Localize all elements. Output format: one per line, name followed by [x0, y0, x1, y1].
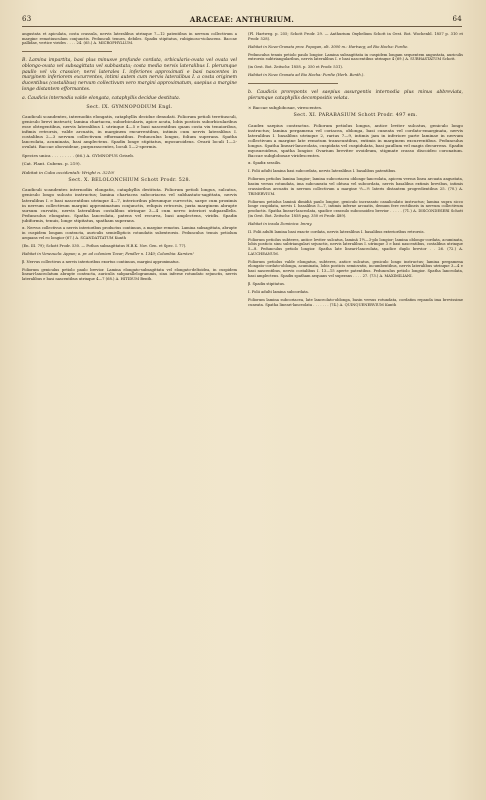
section-heading: Sect. XI. PARABASIUM Schott Prodr. 497 em.: [293, 113, 418, 119]
running-title: ARACEAE: ANTHURIUM.: [189, 15, 295, 24]
paragraph: I. Folii adulti lamina basi subcordata, nervis lateralibus I. basalibus patentibus.: [248, 169, 397, 174]
paragraph: β. Nervus collectivus a nervis interioribus exortus continuus, margini approximatus.: [22, 259, 180, 264]
paragraph: α. Spadix sessilis.: [248, 161, 282, 166]
paragraph: β. Spadix stipitatus.: [248, 281, 286, 286]
paragraph: b. Caudicis proreponts vel saepius assurgentis internodia plus minus abbreviata, plerumque cataphyllis decompositis velata.: [248, 90, 463, 101]
paragraph: Habitat in insula Dominica: Imray.: [248, 221, 313, 226]
paragraph: Habitat in Venezuela: Appun; a. pr. ad coloniam Tovar; Fendler n. 1340; Columbia: Karsten!: [22, 251, 194, 256]
paragraph: (Pl. Hartweg. p. 255; Schott Prodr. 29. — Anthurium Oxybelium Schott in Oest. Bot. Wochenbl. 1857 p. 310 et Prodr. 528).: [248, 32, 463, 41]
section-heading: Sect. X. BELOLONCHIUM Schott Prodr. 528.: [68, 178, 191, 184]
paragraph: Foliorum lamina subcoriacea, late lanceolato-oblonga, basin versus rotundata, cordatim repanda ima brevissime cuneata. Spatha lineari-lanceolata . . . . . . . (74.) A. QUINQUENERVIUM Kunth: [248, 297, 463, 307]
paragraph: Caudex saepius contractus. Foliorum petiolus longus, antice leviter sulcatus, geniculo longo instructus; lamina pergamena vel coriacea, oblonga, basi cuneata vel cordato-emarginata, nervis lateralibus I. basalibus utrinque 2, rarius 7—9, intimis jam in inferiore parte laminae in nervum collectivum a margine late remotum transeuntibus, extimis in marginem excurrentibus. Pedunculus longus. Spatha lineari-lanceolata, cuspidata vel cuspidulata, basi paullum vel magis decurrens. Spadix myosuroideus, spatha longior. Ovarium breviter ovoideum, stigmate crasso discoideo coronatum. Baccae subglobosae viridescentes.: [248, 122, 463, 159]
paragraph: (in Oest. Bot. Zeitschr. 1858. p. 350 et Prodr. 531).: [248, 65, 343, 70]
section-divider: [22, 51, 112, 52]
paragraph: Habitat in Nova Granata ad Rio Hacha: Purdie (Herb. Benth.).: [248, 73, 365, 78]
paragraph: Habitat in Nova-Granata prov. Popayan, alt. 3000 m.: Hartweg; ad Rio Hacha: Purdie.: [248, 44, 409, 49]
right-column: [248, 32, 463, 787]
paragraph: Foliorum petiolus valde elongatus, subteres, antice sulcatus, geniculo longo instructus; lamina pergamena elongato-cordato-oblonga, acuminata, lobis posticis semiovatis, incumbentibus, nervis lateralibus utrinque 3—4 e basi nascentibus, nervis costalibus I. 13—15 aperte patentibus. Pedunculus petiolo longior. Spatha lanceolata, basi amplectens. Spadix spatham aequans vel superans . . . . 27. (73.) A. MAXIMILIANI.: [248, 259, 463, 278]
paragraph: Foliorum petiolus laminā dimidiā paulo longior, geniculo incrassato canaliculato instructus; lamina supra sicco longe cuspidata, nervis I. basalibus 5—7, intimis inferne arcuatis, demum fere rectilineis in nervum collectivum productis. Spatha lineari-lanceolata, spadice crassulo subconoideo brevior . . . . . (71.) A. DISCONDESERI Schott (in Oest. Bot. Zeitschr. 1858 pag. 350 et Prodr. 489).: [248, 199, 463, 218]
page-number-left: 63: [22, 15, 32, 23]
paragraph: Foliorum geniculus petiolo paulo brevior. Lamina elongato-subsagittata vel elongato-deltoidea, in cuspidem lineari-lanceolatum abrupte contracta, auriculis subparallelogrammis, sinu inferne rotundato sejunctis, nervis lateralibus e basi nascentibus utrinque 4—7 (68.) A. HITIDUM Benth.: [22, 267, 237, 282]
paragraph: Caudiculi scandentes internodiis elongatis, cataphyllis destituta. Foliorum petioli longus, sulcatus, geniculo longo sulcato instructus; lamina chartacea subcoriacea vel subhastato-sagittata, nervis lateralibus I. e basi nascentibus utrinque 4—7, interioribus plerumque curvectis, saepe cum proximis in nervum collectivum margini approximatum conjunctis, reliquis retrorsis, juxta marginem abrupte sursum curvatis, nervis lateralibus costalibus utrinque 3—4 cum nervo interiori subparallelis. Pedunculus elongatus. Spatha lanceolata, patens vel recurva, basi amplectens, viridis. Spadix jubiformis, tenuis, longe stipitatus, spatham superans.: [22, 187, 237, 223]
paragraph: × Baccae subglobosae, virescentes.: [248, 104, 323, 110]
paragraph: α. Nervus collectivus a nervis interioribus productus continuus, a margine remotus. Lamina subsagittata, abrupte in cuspidem longam contracta, auriculis semiellipticis rotundatis subextrorsis. Pedunculus tenuis petiolum aequans vel eo longior (67.) A. SCANDATTATUM Kunth: [22, 226, 237, 240]
paragraph: Caudiculi scandentes, internodiis elongatis, cataphyllis decidue denudati. Foliorum petioli teretiusculi, geniculo brevi instructi; lamina chartacea, suborbicularis, apice acuta, lobis posticis suborbicularibus esse obtegentibus, nervis lateralibus I. utrinque 4—5 e basi nascentibus quam costa vix tenuioribus, infimis retrorsis, valde arcuatis, in marginem excurrentibus, intimis cum nervis lateralibus I. costalibus 2—3 nervum collectivum efformantibus. Pedunculus longus, folium superans. Spatha lanceolata, acuminata, basi amplectens. Spadix longe stipitatus, myosuroideus. Ovarii loculi 1—2-ovulati. Baccae obovoideae, purpurascentes, loculi 1—2-spermis.: [22, 113, 237, 150]
section-divider: [248, 83, 338, 84]
paragraph: a. Caudicis internodia valde elongata, cataphyllis decidue destituta.: [22, 95, 181, 101]
paragraph: I. Folii adulti lamina subcordata.: [248, 289, 309, 294]
paragraph: Habitat in Cuba occidentali: Wright n. 3210!: [22, 169, 115, 175]
paragraph: Foliorum petiolus subteres, antice leviter sulcatus, laminā 1½—3-plo longior; lamina oblongo-cordata, acuminata, lobis posticis sinu subtriangulari sejunctis, nervis lateralibus I. utrinque 3 e basi nascentibus, costalibus utrinque 5—8. Pedunculus petiolo longior. Spatha late lineari-lanceolata, spadice duplo brevior . . 26. (72.) A. LAUCHEANUM.: [248, 237, 463, 256]
paragraph: (Cat. Plant. Cubens. p. 219).: [22, 161, 81, 167]
paragraph: B. Lamina impartita, basi plus minusve profunde cordata, orbicularis-ovata vel ovata vel oblongo-ovata vel subsagittata vel subhastata; costa media nervis lateralibus I. plerumque paullo vel vix crassior; nervi laterales I. inferiores approximati e basi nascentes in marginem inferiorem excurrentes, intimi autem cum nervis lateralibus I. a costa originem ducentibus (costalibus) nervum collectivum vero margini approximatum, saepius a margine longe distantem efformantes.: [22, 58, 237, 92]
paragraph: Pedunculus tenuis petiolo paulo longior. Lamina subsagittata in cuspidem longam sequentem angustata, auriculis extrorsis subtriangularibus, nervis lateralibus I. e basi nascentibus utrinque 4 (69.) A. SUBHASTATUM Schott.: [248, 52, 463, 62]
page-number-right: 64: [452, 15, 462, 23]
paragraph: Species unica . . . . . . . . . (66.) A. GYMNOPUS Griseb.: [22, 152, 135, 158]
paragraph: Foliorum petiolus lamina longior; lamina subcoriacea oblongo-lanceolata, apicem versus linea arcuata angustata, basim versus rotundata, ima subcuneata vel obtusa vel subcordata, nervis basalibus extimis brevibus, intimis crassioribus arcuatis in nervum collectivum a margine ⅓—⅕ lateris distantem progredientibus 25. (70.) A. TRINERVIUM.: [248, 177, 463, 196]
header-rule: [22, 26, 462, 27]
section-heading: Sect. IX. GYMNOPODIUM Engl.: [86, 104, 173, 110]
paragraph: II. Folii adulti lamina basi exacte cordata, nervis lateralibus I. basalibus exterioribus retrorsis.: [248, 229, 425, 234]
paragraph: (En. III. 79); Schott Prodr. 530. — Pothos subsagittatus H.B.K. Nov. Gen. et Spec. I. 77).: [22, 243, 187, 248]
left-column: [22, 32, 237, 787]
paragraph: angustata et apiculata, costa crassula, nervis lateralibus utrinque 7—12 patentibus in nervum collectivum a margine remotiusculum conjunctis. Pedunculi tenues, debiles. Spadix stipitatus, rubiginoso-violascens. Baccae pallidae, vertice virides . . . . 24. (65.) A. MICROPHYLLUM.: [22, 32, 237, 46]
